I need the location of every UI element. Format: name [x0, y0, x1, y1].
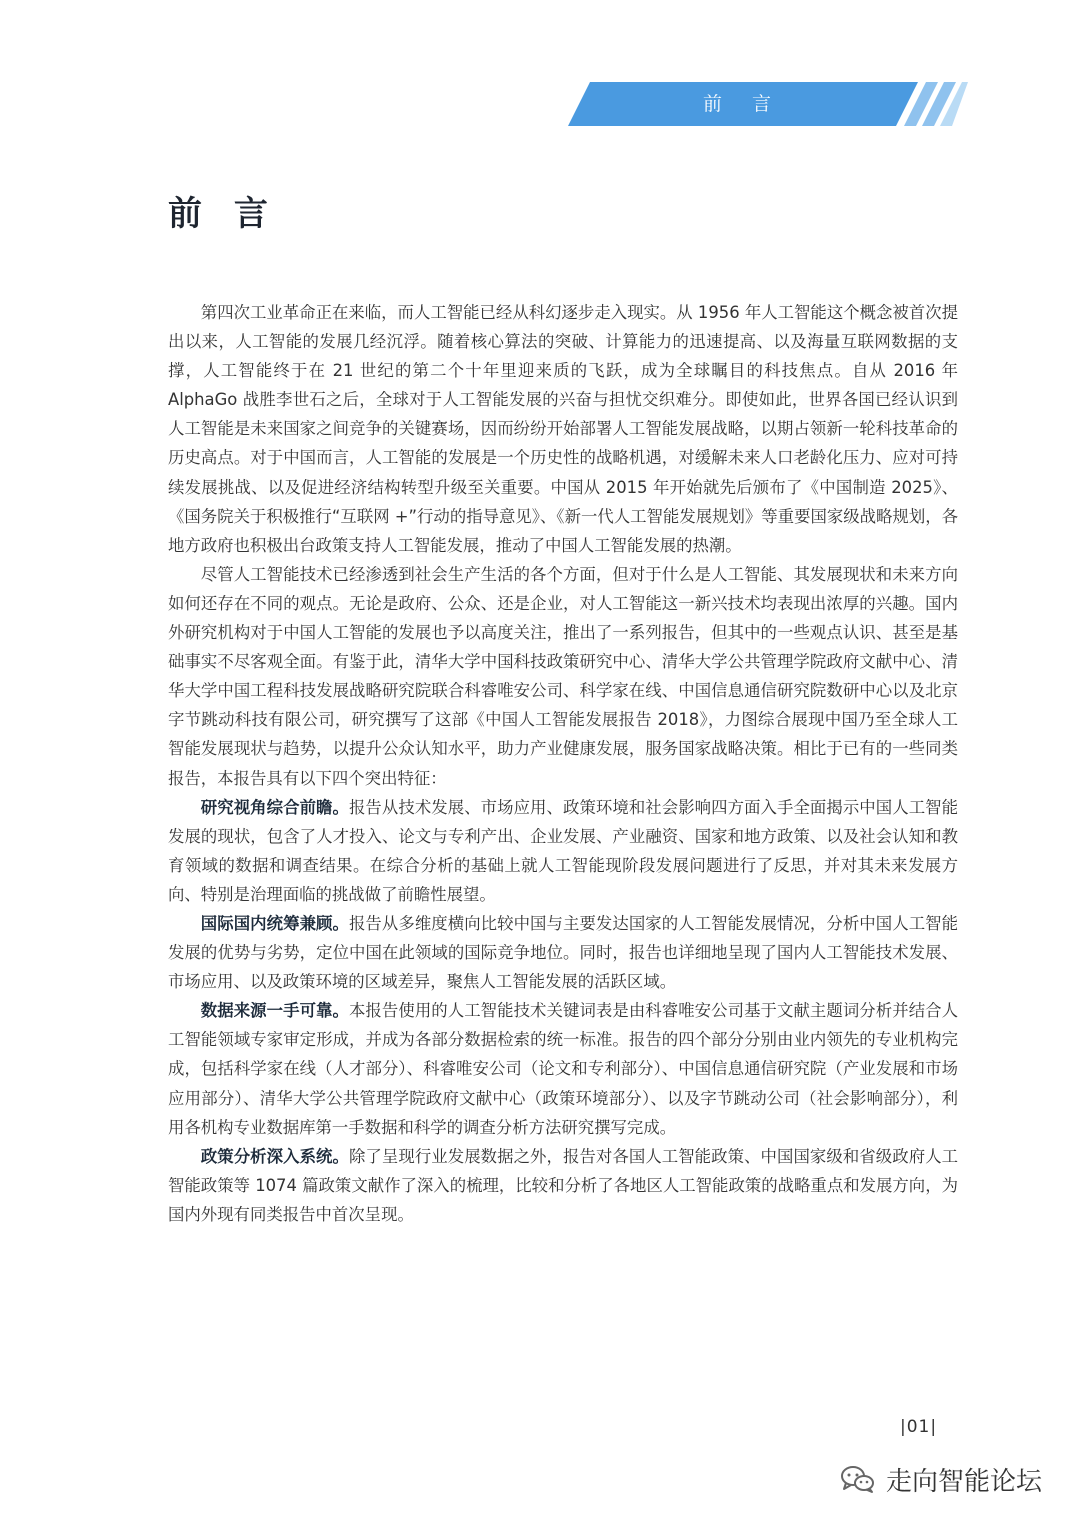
paragraph-lead: 政策分析深入系统。 [200, 1146, 349, 1166]
paragraph-5 [168, 996, 958, 1141]
paragraph-text: 报告从多维度横向比较中国与主要发达国家的人工智能发展情况，分析中国人工智能发展的优势与劣势，定位中国在此领域的国际竞争地位。同时，报告也详细地呈现了国内人工智能技术发展、市场应用、以及政策环境的区域差异，聚焦人工智能发展的活跃区域。 [168, 913, 959, 992]
paragraph-4 [168, 909, 958, 996]
paragraph-6 [168, 1142, 958, 1229]
watermark [840, 1459, 1042, 1499]
paragraph-lead: 国际国内统筹兼顾。 [200, 913, 349, 933]
paragraph-text: 尽管人工智能技术已经渗透到社会生产生活的各个方面，但对于什么是人工智能、其发展现状和未来方向如何还存在不同的观点。无论是政府、公众、还是企业，对人工智能这一新兴技术均表现出浓厚的兴趣。国内外研究机构对于中国人工智能的发展也予以高度关注，推出了一系列报告，但其中的一些观点认识、甚至是基础事实不尽客观全面。有鉴于此，清华大学中国科技政策研究中心、清华大学公共管理学院政府文献中心、清华大学中国工程科技发展战略研究院联合科睿唯安公司、科学家在线、中国信息通信研究院数研中心以及北京字节跳动科技有限公司，研究撰写了这部《中国人工智能发展报告 2018》，力图综合展现中国乃至全球人工智能发展现状与趋势，以提升公众认知水平，助力产业健康发展，服务国家战略决策。相比于已有的一些同类报告，本报告具有以下四个突出特征： [168, 564, 958, 788]
paragraph-text: 本报告使用的人工智能技术关键词表是由科睿唯安公司基于文献主题词分析并结合人工智能领域专家审定形成，并成为各部分数据检索的统一标准。报告的四个部分分别由业内领先的专业机构完成，包括科学家在线（人才部分）、科睿唯安公司（论文和专利部分）、中国信息通信研究院（产业发展和市场应用部分）、清华大学公共管理学院政府文献中心（政策环境部分）、以及字节跳动公司（社会影响部分），利用各机构专业数据库第一手数据和科学的调查分析方法研究撰写完成。 [168, 1001, 959, 1137]
watermark-text: 走向智能论坛 [886, 1466, 1043, 1497]
paragraph-lead: 研究视角综合前瞻。 [200, 797, 349, 817]
paragraph-3 [168, 793, 958, 909]
paragraph-text: 第四次工业革命正在来临，而人工智能已经从科幻逐步走入现实。从 1956 年人工智能这个概念被首次提出以来，人工智能的发展几经沉浮。随着核心算法的突破、计算能力的迅速提高、以及海量互联网数据的支撑，人工智能终于在 21 世纪的第二个十年里迎来质的飞跃，成为全球瞩目的科技焦点。自从 2016 年 AlphaGo 战胜李世石之后，全球对于人工智能发展的兴奋与担忧交织难分。即使如此，世界各国已经认识到人工智能是未来国家之间竞争的关键赛场，因而纷纷开始部署人工智能发展战略，以期占领新一轮科技革命的历史高点。对于中国而言，人工智能的发展是一个历史性的战略机遇，对缓解未来人口老龄化压力、应对可持续发展挑战、以及促进经济结构转型升级至关重要。中国从 2015 年开始就先后颁布了《中国制造 2025》、《国务院关于积极推行“互联网 +”行动的指导意见》、《新一代人工智能发展规划》等重要国家级战略规划，各地方政府也积极出台政策支持人工智能发展，推动了中国人工智能发展的热潮。 [168, 303, 958, 555]
banner-label: 前 言 [702, 93, 784, 115]
body-text [168, 298, 958, 1229]
paragraph-lead: 数据来源一手可靠。 [200, 1001, 349, 1021]
paragraph-text: 除了呈现行业发展数据之外，报告对各国人工智能政策、中国国家级和省级政府人工智能政策等 1074 篇政策文献作了深入的梳理，比较和分析了各地区人工智能政策的战略重点和发展方向，为国内外现有同类报告中首次呈现。 [168, 1146, 959, 1224]
wechat-icon [840, 1464, 876, 1494]
paragraph-2 [168, 560, 958, 793]
paragraph-text: 报告从技术发展、市场应用、政策环境和社会影响四方面入手全面揭示中国人工智能发展的现状，包含了人才投入、论文与专利产出、企业发展、产业融资、国家和地方政策、以及社会认知和教育领域的数据和调查结果。在综合分析的基础上就人工智能现阶段发展问题进行了反思，并对其未来发展方向、特别是治理面临的挑战做了前瞻性展望。 [168, 797, 959, 904]
page-title: 前 言 [168, 194, 278, 234]
page-number: |01| [900, 1417, 938, 1437]
header-banner [568, 82, 968, 126]
paragraph-1 [168, 298, 958, 560]
